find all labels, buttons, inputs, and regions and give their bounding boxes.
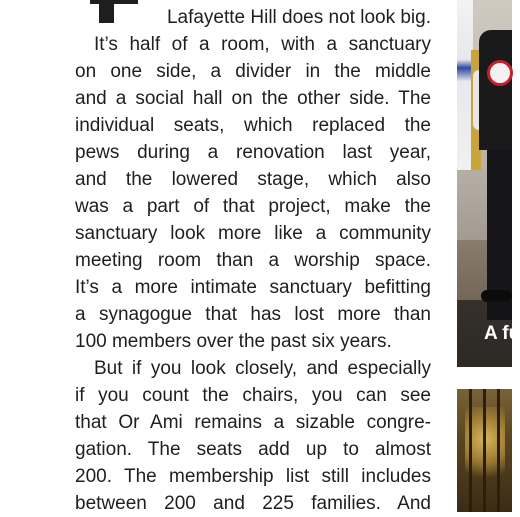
article-line: Lafayette Hill does not look big. — [166, 7, 431, 28]
article-line: meeting room than a worship space. — [75, 250, 431, 271]
article-line: on one side, a divider in the middle — [75, 61, 431, 82]
article-line: gation. The seats add up to almost — [75, 439, 431, 460]
shirt-logo — [487, 60, 513, 86]
article-column — [75, 4, 431, 517]
photo-caption: A fu — [484, 323, 520, 344]
article-line: that Or Ami remains a sizable congre- — [75, 412, 431, 433]
article-line: It’s a more intimate sanctuary befitting — [75, 277, 431, 298]
article-line: between 200 and 225 families. And — [75, 493, 431, 514]
article-line: a synagogue that has lost more than — [75, 304, 431, 325]
interior-photo — [457, 389, 512, 512]
article-line: and a social hall on the other side. The — [75, 88, 431, 109]
article-line: 200. The membership list still includes — [75, 466, 431, 487]
article-line: was a part of that project, make the — [75, 196, 431, 217]
article-line: But if you look closely, and especially — [94, 358, 431, 379]
article-line: individual seats, which replaced the — [75, 115, 431, 136]
event-photo — [457, 0, 512, 367]
article-line: It’s half of a room, with a sanctuary — [94, 34, 431, 55]
article-line: sanctuary look more like a community — [75, 223, 431, 244]
article-line: pews during a renovation last year, — [75, 142, 431, 163]
person — [479, 30, 512, 150]
article-line: and the lowered stage, which also — [75, 169, 431, 190]
article-line: if you count the chairs, you can see — [75, 385, 431, 406]
article-line: 100 members over the past six years. — [75, 331, 392, 352]
